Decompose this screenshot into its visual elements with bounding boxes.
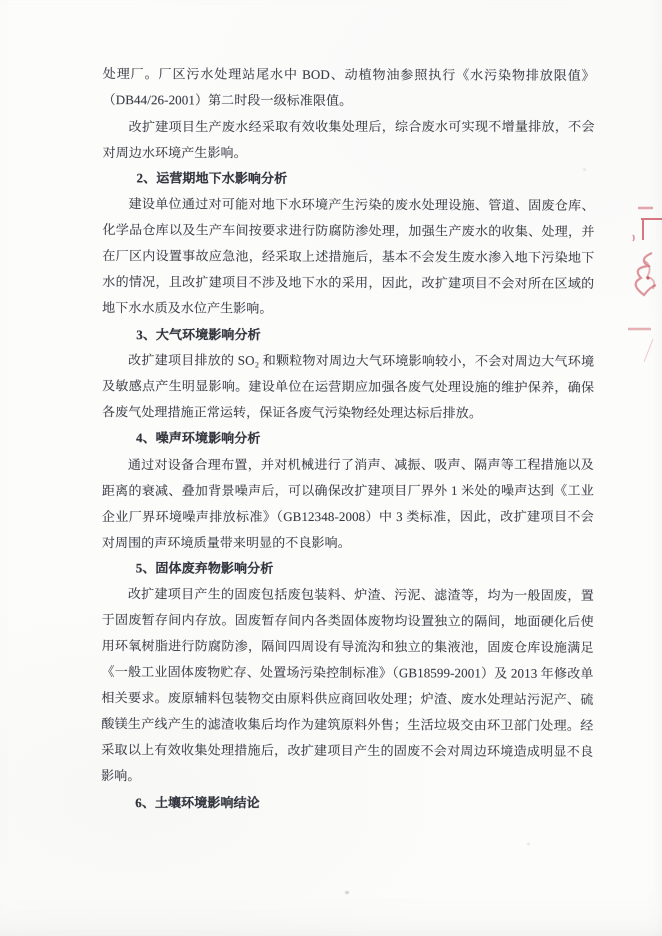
section-heading-soil: 6、土壤环境影响结论 [135,795,260,811]
scan-smudge [527,843,530,845]
scan-smudge [345,891,349,894]
scan-smudge [583,168,586,171]
paragraph: 通过对设备合理布置，并对机械进行了消声、减振、吸声、隔声等工程措施以及距离的衰减、叠加背景噪声后，可以确保改扩建项目厂界外 1 米处的噪声达到《工业企业厂界环境噪声排放标准》（GB12348-2008）中 3 类标准，因此，改扩建项目不会对周围的声环境质量带来明显的不良影响。 [101,456,594,551]
section-heading-noise: 4、噪声环境影响分析 [135,430,261,446]
section-heading-air: 3、大气环境影响分析 [136,327,261,343]
paragraph: 改扩建项目产生的固废包括废包装料、炉渣、污泥、滤渣等，均为一般固废，置于固废暂存间内存放。固废暂存间内各类固体废物均设置独立的隔间，地面硬化后使用环氧树脂进行防腐防渗，隔间四周设有导流沟和独立的集液池，固废仓库设施满足《一般工业固体废物贮存、处置场污染控制标准》（GB18599-2001）及 2013 年修改单相关要求。废原辅料包装物交由原料供应商回收处理；炉渣、废水处理站污泥产、硫酸镁生产线产生的滤渣收集后均作为建筑原料外售；生活垃圾交由环卫部门处理。经采取以上有效收集处理措施后，改扩建项目产生的固废不会对周边环境造成明显不良影响。 [101,586,594,784]
document-text-block [101,61,595,816]
paragraph: 改扩建项目生产废水经采取有效收集处理后，综合废水可实现不增量排放，不会对周边水环境产生影响。 [102,118,595,161]
paragraph: 改扩建项目排放的 SO₂ 和颗粒物对周边大气环境影响较小，不会对周边大气环境及敏感点产生明显影响。建设单位在运营期应加强各废气处理设施的维护保养，确保各废气处理措施正常运转，保证各废气污染物经处理达标后排放。 [102,352,595,421]
section-heading-groundwater: 2、运营期地下水影响分析 [136,170,288,186]
paragraph: 处理厂。厂区污水处理站尾水中 BOD、动植物油参照执行《水污染物排放限值》（DB44/26-2001）第二时段一级标准限值。 [102,66,595,109]
paragraph: 建设单位通过对可能对地下水环境产生污染的废水处理设施、管道、固废仓库、化学品仓库以及生产车间按要求进行防腐防渗处理，加强生产废水的收集、处理，并在厂区内设置事故应急池，经采取上述措施后，基本不会发生废水渗入地下污染地下水的情况，且改扩建项目不涉及地下水的采用，因此，改扩建项目不会对所在区域的地下水水质及水位产生影响。 [102,196,595,316]
section-heading-solid-waste: 5、固体废弃物影响分析 [135,560,274,576]
red-stamp-ink-marks [612,195,662,375]
